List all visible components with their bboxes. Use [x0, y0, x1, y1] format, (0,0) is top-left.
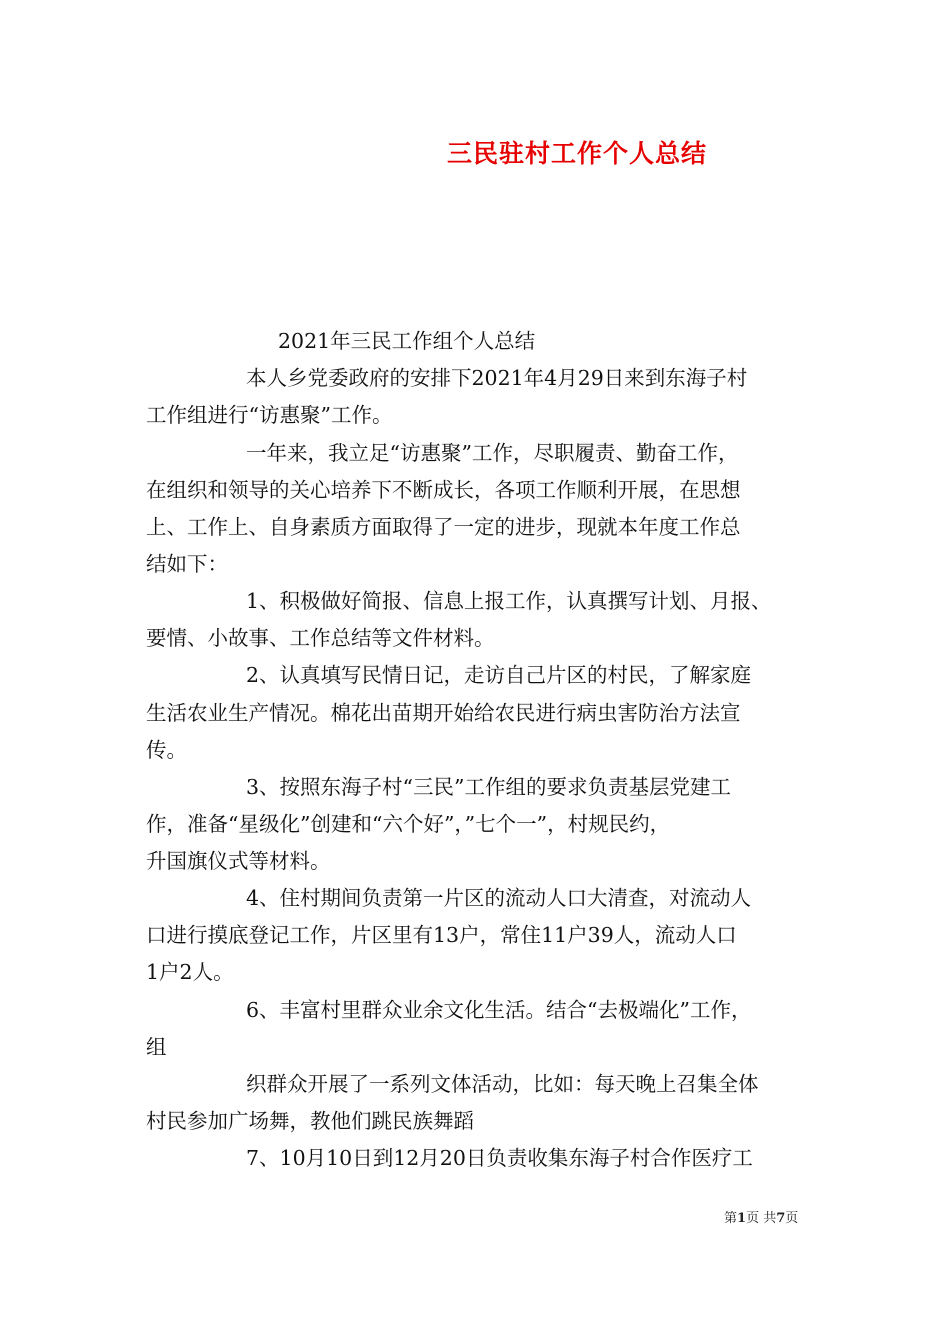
- body-line: 上、工作上、自身素质方面取得了一定的进步，现就本年度工作总: [146, 515, 741, 539]
- body-line: 4、住村期间负责第一片区的流动人口大清查，对流动人: [246, 886, 752, 910]
- page-prefix: 第: [724, 1211, 738, 1226]
- body-line: 组: [146, 1035, 167, 1059]
- body-line: 生活农业生产情况。棉花出苗期开始给农民进行病虫害防治方法宣: [146, 701, 741, 725]
- body-line: 7、10月10日到12月20日负责收集东海子村合作医疗工: [246, 1146, 753, 1170]
- body-line: 一年来，我立足“访惠聚”工作，尽职履责、勤奋工作，: [246, 441, 739, 465]
- body-line: 织群众开展了一系列文体活动，比如：每天晚上召集全体: [246, 1072, 759, 1096]
- body-line: 3、按照东海子村“三民”工作组的要求负责基层党建工: [246, 775, 732, 799]
- page-total: 7: [776, 1211, 786, 1226]
- page-suffix: 页: [785, 1211, 799, 1226]
- document-title: 三民驻村工作个人总结: [447, 139, 708, 168]
- body-line: 2、认真填写民情日记，走访自己片区的村民，了解家庭: [246, 663, 752, 687]
- page-current: 1: [737, 1211, 747, 1226]
- body-line: 1户2人。: [146, 960, 234, 984]
- document-subtitle: 2021年三民工作组个人总结: [278, 329, 536, 353]
- body-line: 在组织和领导的关心培养下不断成长，各项工作顺利开展，在思想: [146, 478, 741, 502]
- body-line: 工作组进行“访惠聚”工作。: [146, 403, 393, 427]
- body-line: 传。: [146, 738, 187, 762]
- body-line: 要情、小故事、工作总结等文件材料。: [146, 626, 495, 650]
- body-line: 作，准备“星级化”创建和“六个好”，”七个一”，村规民约，: [146, 812, 671, 836]
- body-line: 结如下：: [146, 552, 228, 576]
- body-line: 村民参加广场舞，教他们跳民族舞蹈: [146, 1109, 474, 1133]
- body-line: 口进行摸底登记工作，片区里有13户，常住11户39人，流动人口: [146, 923, 737, 947]
- page-number-footer: [724, 1207, 798, 1226]
- body-line: 本人乡党委政府的安排下2021年4月29日来到东海子村: [246, 366, 748, 390]
- body-line: 6、丰富村里群众业余文化生活。结合“去极端化”工作，: [246, 998, 752, 1022]
- body-line: 升国旗仪式等材料。: [146, 849, 331, 873]
- page-middle: 页 共: [746, 1211, 777, 1226]
- body-line: 1、积极做好简报、信息上报工作，认真撰写计划、月报、: [246, 589, 772, 613]
